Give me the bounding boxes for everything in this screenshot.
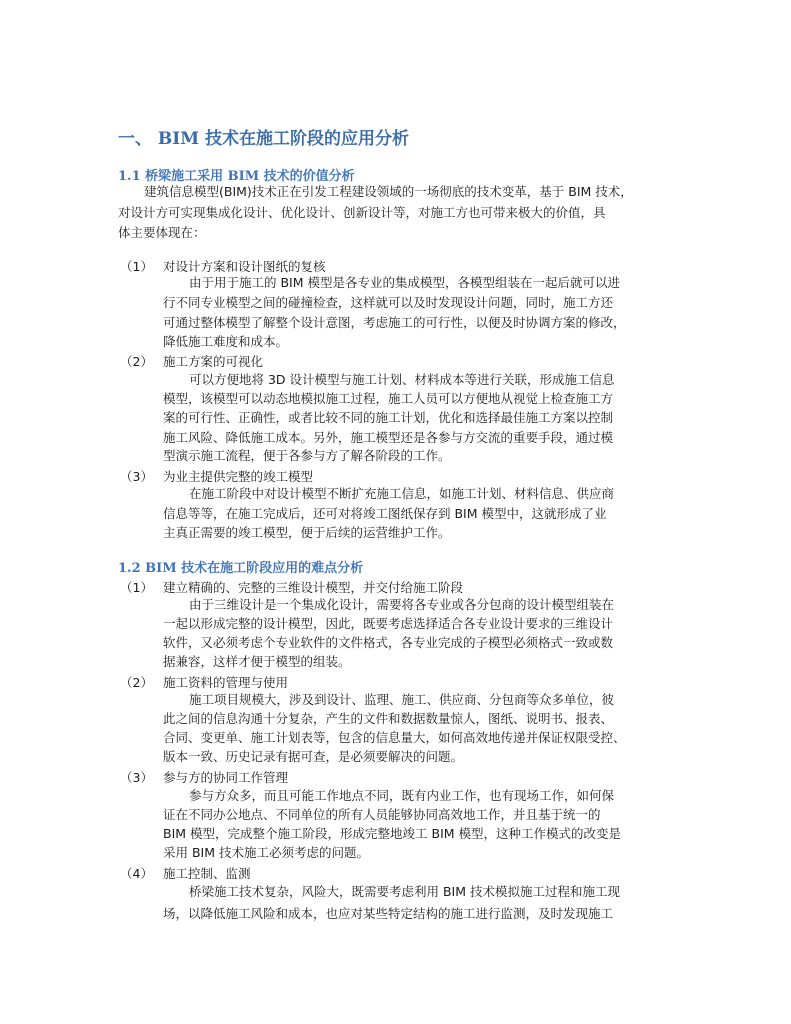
paragraph-line: 型演示施工流程，便于各参与方了解各阶段的工作。	[163, 448, 451, 463]
list-number: （2）	[120, 675, 153, 690]
paragraph-line: 由于三维设计是一个集成化设计，需要将各专业或各分包商的设计模型组装在	[189, 597, 615, 612]
heading-main: 一、 BIM 技术在施工阶段的应用分析	[118, 129, 409, 149]
list-item-title: 施工方案的可视化	[163, 354, 264, 369]
paragraph-line: 案的可行性、正确性，或者比较不同的施工计划，优化和选择最佳施工方案以控制	[163, 410, 614, 425]
paragraph-line: 施工风险、降低施工成本。另外，施工模型还是各参与方交流的重要手段，通过模	[163, 430, 614, 445]
paragraph-line: 版本一致、历史记录有据可查，是必须要解决的问题。	[163, 749, 464, 764]
paragraph-line: 在施工阶段中对设计模型不断扩充施工信息，如施工计划、材料信息、供应商	[189, 486, 615, 501]
paragraph-line: 建筑信息模型(BIM)技术正在引发工程建设领域的一场彻底的技术变革，基于 BIM 技术，	[144, 184, 633, 199]
paragraph-line: 此之间的信息沟通十分复杂，产生的文件和数据数量惊人，图纸、说明书、报表、	[163, 711, 614, 726]
paragraph-line: 模型，该模型可以动态地模拟施工过程，施工人员可以方便地从视觉上检查施工方	[163, 391, 614, 406]
list-item-title: 施工资料的管理与使用	[163, 675, 289, 690]
list-number: （2）	[120, 354, 153, 369]
paragraph-line: 据兼容，这样才便于模型的组装。	[163, 654, 351, 669]
paragraph-line: 一起以形成完整的设计模型，因此，既要考虑选择适合各专业设计要求的三维设计	[163, 616, 614, 631]
paragraph-line: 降低施工难度和成本。	[163, 334, 289, 349]
paragraph-line: 主真正需要的竣工模型，便于后续的运营维护工作。	[163, 525, 451, 540]
list-item-title: 建立精确的、完整的三维设计模型，并交付给施工阶段	[163, 580, 464, 595]
paragraph-line: 信息等等，在施工完成后，还可对将竣工图纸保存到 BIM 模型中，这就形成了业	[163, 506, 607, 521]
paragraph-line: 参与方众多，而且可能工作地点不同，既有内业工作，也有现场工作，如何保	[189, 788, 615, 803]
list-number: （4）	[120, 866, 153, 881]
paragraph-line: 证在不同办公地点、不同单位的所有人员能够协同高效地工作，并且基于统一的	[163, 807, 601, 822]
section-1-2-title: 1.2 BIM 技术在施工阶段应用的难点分析	[118, 561, 364, 576]
list-item-title: 为业主提供完整的竣工模型	[163, 469, 314, 484]
paragraph-line: 可以方便地将 3D 设计模型与施工计划、材料成本等进行关联，形成施工信息	[189, 372, 615, 387]
list-number: （3）	[120, 770, 153, 785]
paragraph-line: 可通过整体模型了解整个设计意图，考虑施工的可行性，以便及时协调方案的修改，	[163, 315, 626, 330]
section-1-1-title: 1.1 桥梁施工采用 BIM 技术的价值分析	[118, 169, 355, 184]
paragraph-line: 行不同专业模型之间的碰撞检查，这样就可以及时发现设计问题，同时，施工方还	[163, 295, 614, 310]
paragraph-line: 软件，又必须考虑个专业软件的文件格式，各专业完成的子模型必须格式一致或数	[163, 635, 614, 650]
paragraph-line: 由于用于施工的 BIM 模型是各专业的集成模型，各模型组装在一起后就可以进	[189, 275, 620, 290]
paragraph-line: 桥梁施工技术复杂，风险大，既需要考虑利用 BIM 技术模拟施工过程和施工现	[189, 884, 620, 899]
paragraph-line: 体主要体现在：	[118, 225, 206, 240]
list-item-title: 参与方的协同工作管理	[163, 770, 289, 785]
paragraph-line: 对设计方可实现集成化设计、优化设计、创新设计等，对施工方也可带来极大的价值，具	[118, 205, 606, 220]
paragraph-line: 施工项目规模大，涉及到设计、监理、施工、供应商、分包商等众多单位，彼	[189, 692, 615, 707]
paragraph-line: 场，以降低施工风险和成本，也应对某些特定结构的施工进行监测，及时发现施工	[163, 906, 614, 921]
paragraph-line: 合同、变更单、施工计划表等，包含的信息量大，如何高效地传递并保证权限受控、	[163, 730, 626, 745]
list-number: （1）	[120, 580, 153, 595]
list-item-title: 对设计方案和设计图纸的复核	[163, 259, 326, 274]
list-number: （1）	[120, 259, 153, 274]
paragraph-line: 采用 BIM 技术施工必须考虑的问题。	[163, 845, 369, 860]
list-number: （3）	[120, 469, 153, 484]
paragraph-line: BIM 模型，完成整个施工阶段，形成完整地竣工 BIM 模型，这种工作模式的改变是	[163, 826, 622, 841]
list-item-title: 施工控制、监测	[163, 866, 251, 881]
